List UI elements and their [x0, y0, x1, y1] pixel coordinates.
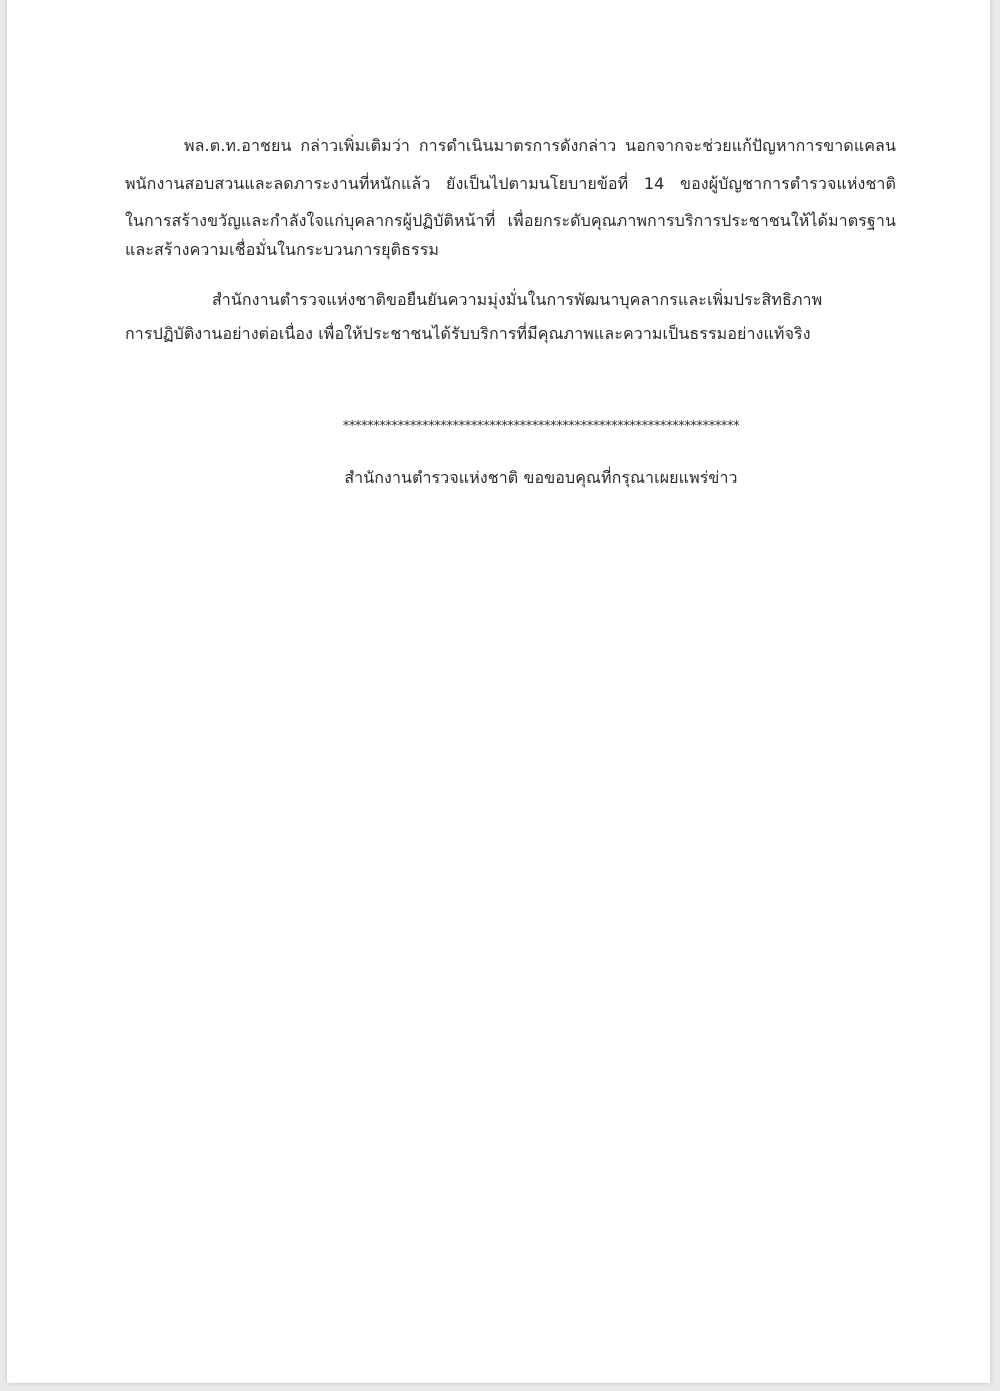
closing-thanks: สำนักงานตำรวจแห่งชาติ ขอขอบคุณที่กรุณาเผยแพร่ข่าว: [344, 468, 738, 487]
paragraph-1-line-3: ในการสร้างขวัญและกำลังใจแก่บุคลากรผู้ปฏิบัติหน้าที่ เพื่อยกระดับคุณภาพการบริการประชาชนให้ได้มาตรฐาน: [125, 211, 896, 230]
paragraph-2-line-1: สำนักงานตำรวจแห่งชาติขอยืนยันความมุ่งมั่นในการพัฒนาบุคลากรและเพิ่มประสิทธิภาพ: [212, 290, 823, 309]
document-page: [7, 0, 990, 1383]
paragraph-1-line-2: พนักงานสอบสวนและลดภาระงานที่หนักแล้ว ยังเป็นไปตามนโยบายข้อที่ 14 ของผู้บัญชาการตำรวจแห่งชาติ: [125, 174, 896, 193]
paragraph-2-line-2: การปฏิบัติงานอย่างต่อเนื่อง เพื่อให้ประชาชนได้รับบริการที่มีคุณภาพและความเป็นธรรมอย่างแท้จริง: [125, 324, 811, 343]
paragraph-1-line-1: พล.ต.ท.อาชยน กล่าวเพิ่มเติมว่า การดำเนินมาตรการดังกล่าว นอกจากจะช่วยแก้ปัญหาการขาดแคลน: [184, 136, 896, 155]
asterisk-separator: *****************************************************************: [342, 419, 740, 434]
paragraph-1-line-4: และสร้างความเชื่อมั่นในกระบวนการยุติธรรม: [125, 240, 440, 259]
